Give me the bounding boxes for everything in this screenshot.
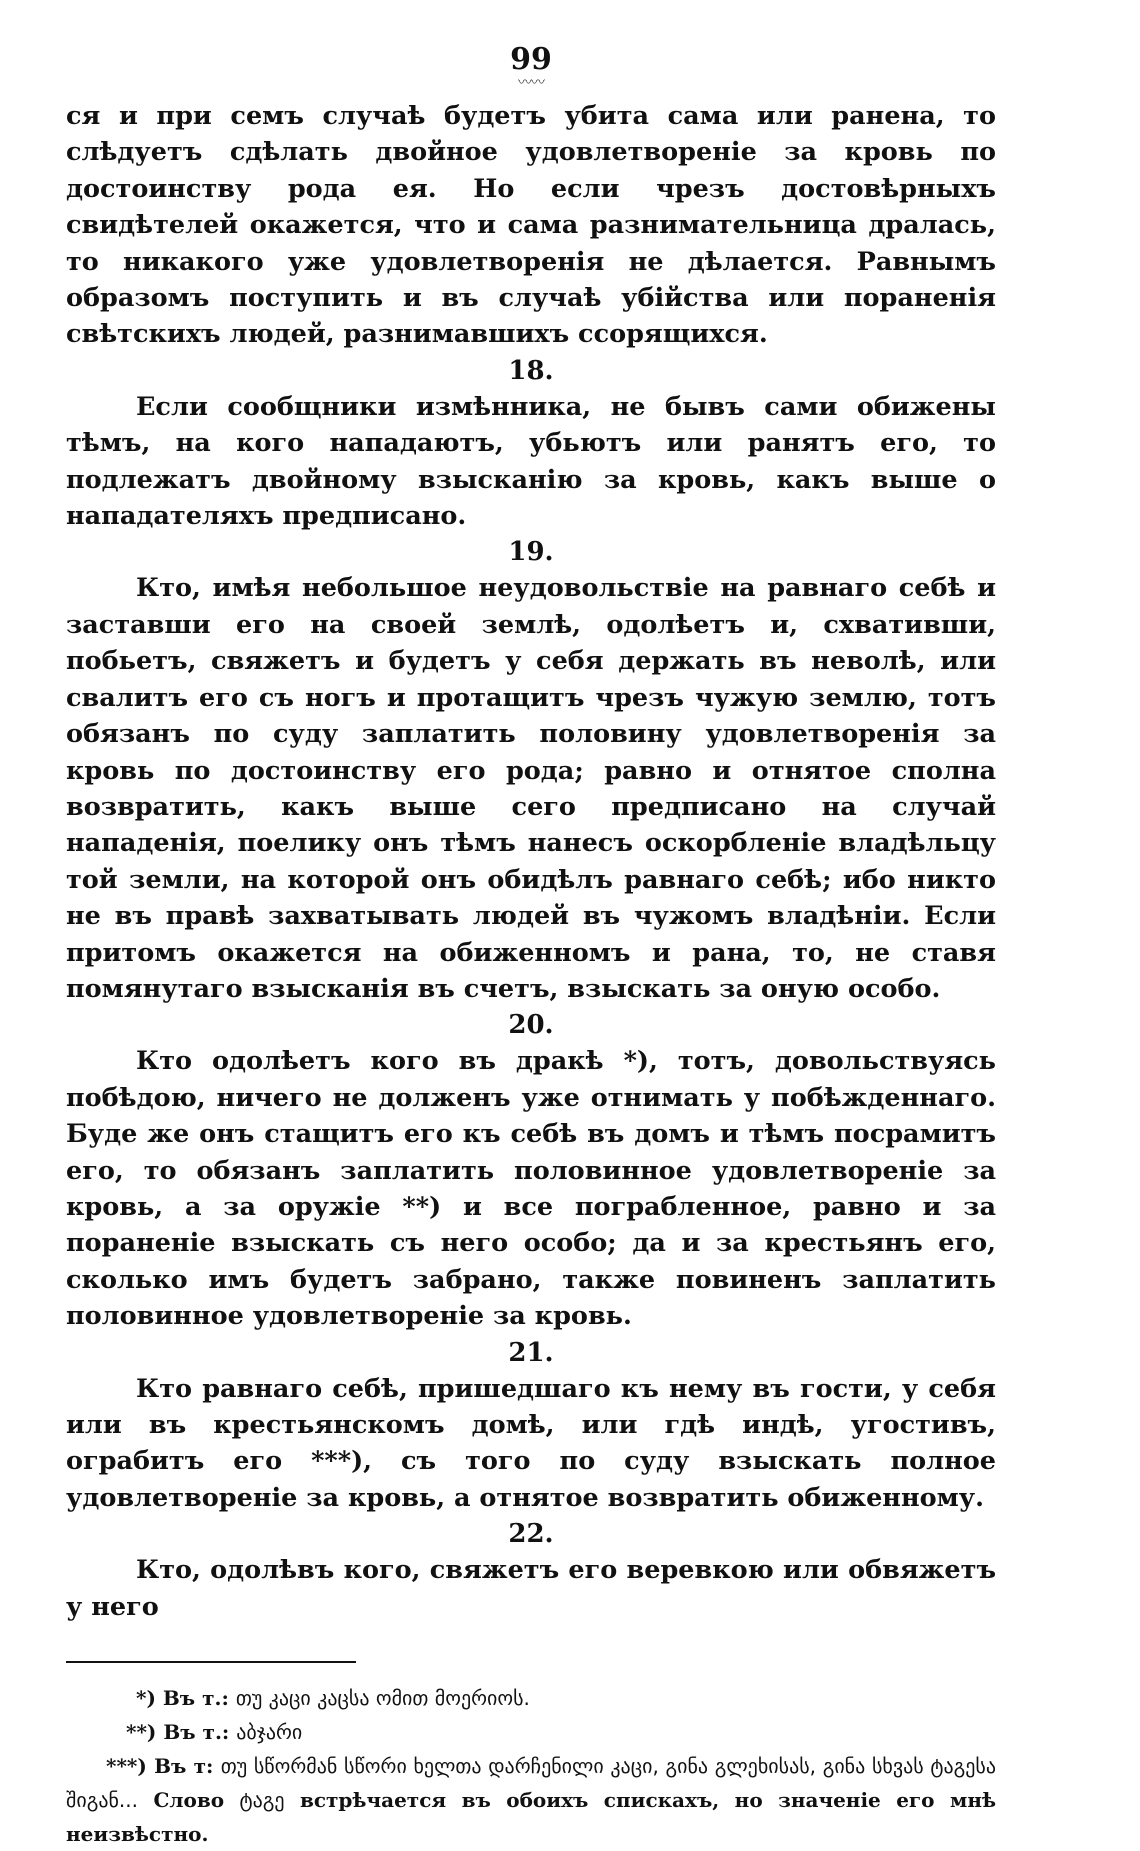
paragraph-section-22: Кто, одолѣвъ кого, свяжетъ его веревкою или обвяжетъ у него (66, 1555, 996, 1622)
footnote-2-georgian: აბჯარი (236, 1720, 303, 1745)
section-number-20: 20. (508, 1010, 554, 1041)
section-number-18: 18. (508, 355, 554, 386)
paragraph-section-18: Если сообщники измѣнника, не бывъ сами обижены тѣмъ, на кого нападаютъ, убьютъ или ранятъ его, то подлежатъ двойному взысканію за кровь, какъ выше о нападателяхъ предписано. (66, 391, 996, 532)
footnote-2 (66, 1715, 996, 1749)
section-number-19: 19. (508, 537, 554, 568)
section-number-21: 21. (508, 1337, 554, 1368)
book-page (66, 40, 996, 1851)
footnote-3-georgian: თუ სწორმან სწორი ხელთა დარჩენილი კაცი, გინა გლეხისას, გინა სხვას ტაგესა შიგან... (66, 1754, 997, 1813)
page-number: 99 (510, 42, 552, 77)
page-number-ornament: 〰〰 (518, 75, 544, 91)
footnote-3-marker: ***) Въ т: (106, 1754, 214, 1779)
footnote-2-marker: **) Въ т.: (126, 1720, 230, 1745)
paragraph-section-19: Кто, имѣя небольшое неудовольствіе на равнаго себѣ и заставши его на своей землѣ, одолѣетъ и, схвативши, побьетъ, свяжетъ и будетъ у себя держать въ неволѣ, или свалитъ его съ ногъ и протащитъ чрезъ чужую землю, тотъ обязанъ по суду заплатить половину удовлетворенія за кровь по достоинству его рода; равно и отнятое сполна возвратить, какъ выше сего предписано на случай нападенія, поелику онъ тѣмъ нанесъ оскорбленіе владѣльцу той земли, на которой онъ обидѣлъ равнаго себѣ; ибо никто не въ правѣ захватывать людей въ чужомъ владѣніи. Если притомъ окажется на обиженномъ и рана, то, не ставя помянутаго взысканія въ счетъ, взыскать за оную особо. (66, 573, 996, 1004)
footnote-divider (66, 1661, 356, 1663)
footnote-1-marker: *) Въ т.: (136, 1686, 229, 1711)
paragraph-continuation: ся и при семъ случаѣ будетъ убита сама или ранена, то слѣдуетъ сдѣлать двойное удовлетвореніе за кровь по достоинству рода ея. Но если чрезъ достовѣрныхъ свидѣтелей окажется, что и сама разнимательница дралась, то никакого уже удовлетворенія не дѣлается. Равнымъ образомъ поступить и въ случаѣ убійства или пораненія свѣтскихъ людей, разнимавшихъ ссорящихся. (66, 101, 996, 350)
paragraph-section-20: Кто одолѣетъ кого въ дракѣ *), тотъ, довольствуясь побѣдою, ничего не долженъ уже отнимать у побѣжденнаго. Буде же онъ стащитъ его къ себѣ въ домъ и тѣмъ посрамитъ его, то обязанъ заплатить половинное удовлетвореніе за кровь, а за оружіе **) и все пограбленное, равно и за пораненіе взыскать съ него особо; да и за крестьянъ его, сколько имъ будетъ забрано, также повиненъ заплатить половинное удовлетвореніе за кровь. (66, 1046, 996, 1332)
paragraph-section-21: Кто равнаго себѣ, пришедшаго къ нему въ гости, у себя или въ крестьянскомъ домѣ, или гдѣ индѣ, угостивъ, ограбитъ его ***), съ того по суду взыскать полное удовлетвореніе за кровь, а отнятое возвратить обиженному. (66, 1373, 996, 1513)
section-number-22: 22. (508, 1519, 554, 1550)
footnote-1-georgian: თუ კაცი კაცსა ომით მოერიოს. (235, 1686, 530, 1711)
footnote-3-text-a: Слово (153, 1788, 225, 1813)
footnote-1 (66, 1681, 996, 1715)
footnote-3-text-b: встрѣчается въ обоихъ спискахъ, но значеніе его мнѣ неизвѣстно. (66, 1788, 997, 1847)
footnote-3 (66, 1749, 996, 1851)
footnote-3-georgian-word: ტაგე (239, 1788, 285, 1813)
